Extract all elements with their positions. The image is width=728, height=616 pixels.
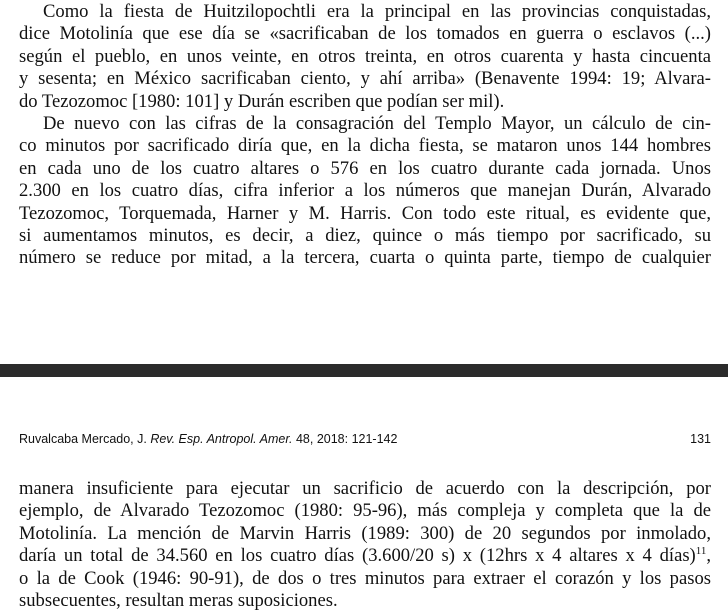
text-line: dice Motolinía que ese día se «sacrificaban de los tomados en guerra o esclavos (...) xyxy=(19,23,711,45)
paragraph-templo-mayor xyxy=(19,113,711,270)
paragraph-motolinia xyxy=(19,1,711,113)
page-break-divider xyxy=(0,364,728,377)
text-line-with-footnote xyxy=(19,545,711,567)
text-line: Tezozomoc, Torquemada, Harner y M. Harris. Con todo este ritual, es evidente que, xyxy=(19,202,711,224)
text-line: o la de Cook (1946: 90-91), de dos o tres minutos para extraer el corazón y los pasos xyxy=(19,567,711,589)
running-header xyxy=(19,432,711,452)
page-number: 131 xyxy=(690,432,711,446)
text-line: y sesenta; en México sacrificaban ciento, y ahí arriba» (Benavente 1994: 19; Alvara- xyxy=(19,68,711,90)
text-line: número se reduce por mitad, a la tercera, cuarta o quinta parte, tiempo de cualquier xyxy=(19,247,711,269)
punctuation: , xyxy=(706,545,711,567)
text-line: en cada uno de los cuatro altares o 576 en los cuatro durante cada jornada. Unos xyxy=(19,157,711,179)
text-line: co minutos por sacrificado diría que, en la dicha fiesta, se mataron unos 144 hombres xyxy=(19,135,711,157)
text-line: Motolinía. La mención de Marvin Harris (1989: 300) de 20 segundos por inmolado, xyxy=(19,522,711,544)
text-line: Como la fiesta de Huitzilopochtli era la principal en las provincias conquistadas, xyxy=(43,1,711,22)
text-line: De nuevo con las cifras de la consagración del Templo Mayor, un cálculo de cin- xyxy=(43,113,711,134)
text-line: subsecuentes, resultan meras suposiciones. xyxy=(19,589,338,611)
text-line: si aumentamos minutos, es decir, a diez, quince o más tiempo por sacrificado, su xyxy=(19,224,711,246)
journal-title: Rev. Esp. Antropol. Amer. xyxy=(150,432,293,446)
paragraph-harris-cook xyxy=(19,478,711,612)
volume-pages: 48, 2018: 121-142 xyxy=(292,432,398,446)
footnote-marker[interactable]: 11 xyxy=(695,544,707,557)
text-line: según el pueblo, en unos veinte, en otros treinta, en otros cuarenta y hasta cincuenta xyxy=(19,45,711,67)
text-line: do Tezozomoc [1980: 101] y Durán escriben que podían ser mil). xyxy=(19,90,505,112)
text-line: daría un total de 34.560 en los cuatro días (3.600/20 s) x (12hrs x 4 altares x 4 días) xyxy=(19,545,696,567)
citation-header xyxy=(19,432,397,446)
text-line: manera insuficiente para ejecutar un sacrificio de acuerdo con la descripción, por xyxy=(19,478,711,499)
text-line: 2.300 en los cuatro días, cifra inferior a los números que manejan Durán, Alvarado xyxy=(19,180,711,202)
text-line: ejemplo, de Alvarado Tezozomoc (1980: 95-96), más compleja y completa que la de xyxy=(19,500,711,522)
author-ref: Ruvalcaba Mercado, J. xyxy=(19,432,151,446)
